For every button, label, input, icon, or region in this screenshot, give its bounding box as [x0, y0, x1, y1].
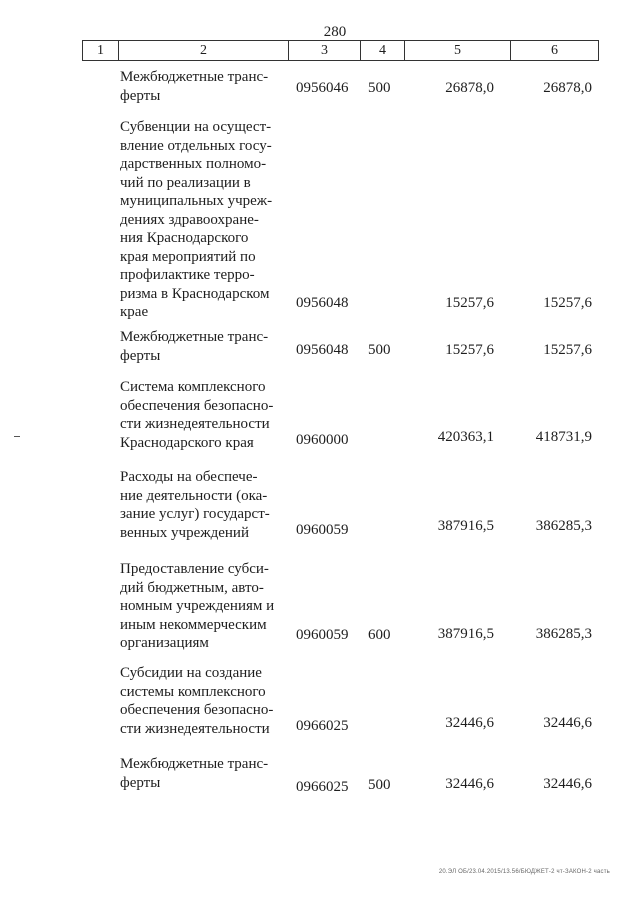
row-expense-type: 500	[368, 342, 391, 358]
row-description: Межбюджетные транс- ферты	[120, 329, 269, 364]
row-sum-column-6: 26878,0	[543, 80, 592, 96]
row-code: 0956048	[296, 295, 349, 311]
row-code: 0966025	[296, 718, 349, 734]
row-description: Субсидии на создание системы комплексного обеспечения безопасно- сти жизнедеятельности	[120, 665, 274, 737]
column-header-2: 2	[119, 41, 289, 61]
row-sum-column-6: 386285,3	[535, 626, 592, 642]
row-description: Субвенции на осущест- вление отдельных госу- дарственных полномо- чий по реализации в муниципальных учреж- дениях здравоохране- ния Краснодарского края мероприятий по профилактике терро- ризма в Краснодарском крае	[120, 119, 273, 320]
row-sum-column-5: 26878,0	[445, 80, 494, 96]
row-code: 0960059	[296, 627, 349, 643]
column-header-table	[82, 40, 599, 61]
row-code: 0960000	[296, 432, 349, 448]
column-header-3: 3	[289, 41, 361, 61]
row-expense-type: 600	[368, 627, 391, 643]
row-sum-column-6: 386285,3	[535, 518, 592, 534]
row-code: 0956046	[296, 80, 349, 96]
row-description: Предоставление субси- дий бюджетным, авто- номным учреждениям и иным некоммерческим организациям	[120, 561, 275, 651]
column-header-6: 6	[511, 41, 599, 61]
row-description: Система комплексного обеспечения безопасно- сти жизнедеятельности Краснодарского края	[120, 379, 274, 451]
row-code: 0956048	[296, 342, 349, 358]
row-sum-column-5: 420363,1	[437, 429, 494, 445]
row-sum-column-6: 418731,9	[535, 429, 592, 445]
footer-file-note: 20.ЭЛ ОБ/23.04.2015/13.56/БЮДЖЕТ-2 чт-ЗАКОН-2 часть	[438, 869, 610, 875]
row-sum-column-6: 32446,6	[543, 715, 592, 731]
row-sum-column-6: 15257,6	[543, 295, 592, 311]
column-header-row	[83, 41, 599, 61]
column-header-5: 5	[405, 41, 511, 61]
row-sum-column-6: 32446,6	[543, 776, 592, 792]
margin-mark	[14, 436, 20, 437]
row-expense-type: 500	[368, 777, 391, 793]
row-sum-column-5: 15257,6	[445, 342, 494, 358]
row-sum-column-5: 387916,5	[437, 518, 494, 534]
row-sum-column-5: 387916,5	[437, 626, 494, 642]
row-description: Межбюджетные транс- ферты	[120, 69, 269, 104]
row-code: 0960059	[296, 522, 349, 538]
page-number: 280	[323, 24, 347, 40]
column-header-4: 4	[361, 41, 405, 61]
row-description: Расходы на обеспече- ние деятельности (ока- зание услуг) государст- венных учреждений	[120, 469, 270, 541]
row-sum-column-5: 15257,6	[445, 295, 494, 311]
row-expense-type: 500	[368, 80, 391, 96]
row-code: 0966025	[296, 779, 349, 795]
row-sum-column-5: 32446,6	[445, 715, 494, 731]
column-header-1: 1	[83, 41, 119, 61]
row-description: Межбюджетные транс- ферты	[120, 756, 269, 791]
row-sum-column-5: 32446,6	[445, 776, 494, 792]
row-sum-column-6: 15257,6	[543, 342, 592, 358]
